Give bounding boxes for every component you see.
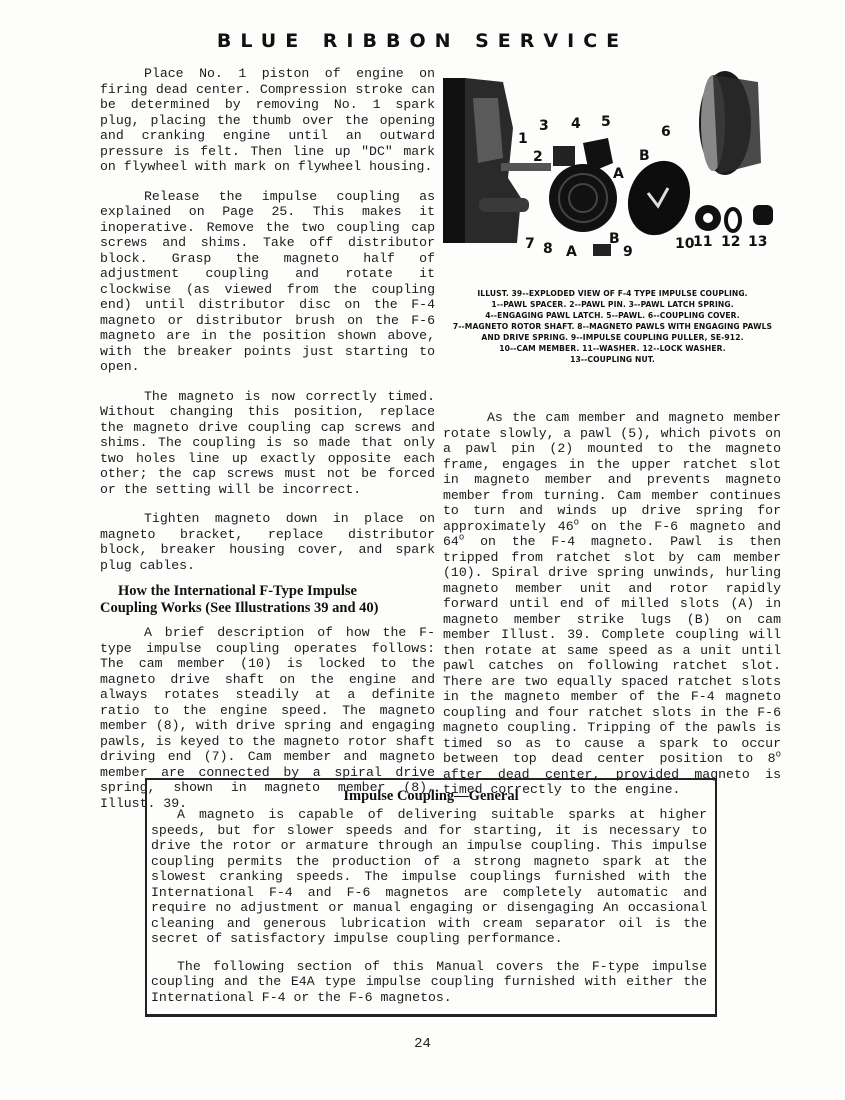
exploded-view-image [443, 68, 781, 258]
rotor-shaft-7 [479, 198, 529, 212]
paragraph-text: The following section of this Manual covers the F-type impulse coupling and the E4A type impulse coupling furnished with either the International F-4 or the F-6 magnetos. [151, 958, 707, 1005]
subheading-line-2: Coupling Works (See Illustrations 39 and 40) [100, 600, 379, 616]
label-7: 7 [525, 236, 535, 252]
magneto-housing-edge [443, 78, 465, 243]
cam-member-10 [618, 152, 700, 244]
box-body [147, 807, 715, 1005]
label-3: 3 [539, 118, 549, 134]
label-a-top: A [613, 166, 624, 182]
pawl-pin-2 [501, 163, 551, 171]
illustration-39 [443, 68, 781, 258]
paragraph-magneto-capable [151, 807, 707, 947]
label-a-bottom: A [566, 244, 577, 258]
paragraph-text: A magneto is capable of delivering suitable sparks at higher speeds, but for slower speeds and for starting, it is necessary to drive the rotor or armature through an impulse coupling. This impulse coupling permits the production of a strong magneto spark at the slowest cranking speeds. The impulse couplings furnished with the International F-4 and F-6 magnetos are completely automatic and require no adjustment or manual engaging or disengaging An occasional cleaning and generous lubrication with cream separator oil is the secret of satisfactory impulse coupling performance. [151, 807, 707, 946]
label-13: 13 [748, 234, 768, 250]
paragraph-text: after dead center, provided magneto is timed correctly to the engine. [443, 766, 781, 797]
box-title: Impulse Coupling—General [343, 788, 519, 804]
label-b-top: B [639, 148, 650, 164]
page-number: 24 [414, 1036, 431, 1052]
caption-line: ILLUST. 39--EXPLODED VIEW OF F-4 TYPE IMPULSE COUPLING. [477, 289, 748, 298]
label-4: 4 [571, 116, 581, 132]
paragraph-correctly-timed [100, 389, 435, 498]
degree-symbol: o [458, 532, 465, 543]
paragraph-text: Place No. 1 piston of engine on firing dead center. Compression stroke can be determined by removing No. 1 spark plug, placing the thumb over the opening and cranking engine until an outward pressure is felt. Then line up "DC" mark on flywheel with mark on flywheel housing. [100, 66, 435, 174]
label-5: 5 [601, 114, 611, 130]
paragraph-following-section [151, 959, 707, 1006]
caption-line: 10--CAM MEMBER. 11--WASHER. 12--LOCK WASHER. [499, 344, 726, 353]
paragraph-tighten-magneto [100, 511, 435, 573]
paragraph-text: A brief description of how the F-type impulse coupling operates follows: The cam member (10) is locked to the magneto drive shaft on the engine and always rotates steadily at a definite ratio to the engine speed. The magneto member (8), with drive spring and engaging pawls, is keyed to the magneto rotor shaft driving end (7). Cam member and magneto member are connected by a spiral drive spring, shown in magneto member (8), Illust. 39. [100, 625, 435, 811]
paragraph-text: on the F-4 magneto. Pawl is then tripped from ratchet slot by cam member (10). Spiral drive spring unwinds, hurling magneto member unit and rotor rapidly forward until end of milled slots (A) in magneto member strike lugs (B) on cam member Illust. 39. Complete coupling will then rotate at same speed as a unit until pawl catches on following ratchet slot. There are two equally spaced ratchet slots in the magneto member of the F-4 magneto coupling and four ratchet slots in the F-6 magneto coupling. Tripping of the pawls is timed so as to cause a spark to occur between top dead center position to 8 [443, 534, 781, 766]
lock-washer-12 [726, 209, 740, 231]
label-10: 10 [675, 236, 695, 252]
caption-line: 4--ENGAGING PAWL LATCH. 5--PAWL. 6--COUPLING COVER. [485, 311, 740, 320]
label-8: 8 [543, 241, 553, 257]
label-9: 9 [623, 244, 633, 258]
impulse-coupling-general-box [145, 778, 717, 1017]
label-11: 11 [693, 234, 713, 250]
caption-line: 13--COUPLING NUT. [570, 355, 655, 364]
section-subheading [100, 583, 435, 617]
paragraph-text: on the F-6 magneto and 64 [443, 518, 781, 549]
paragraph-piston-timing [100, 66, 435, 175]
pawl-latch [553, 146, 575, 166]
label-6: 6 [661, 124, 671, 140]
label-b-bottom: B [609, 231, 620, 247]
paragraph-text: The magneto is now correctly timed. Without changing this position, replace the magneto drive coupling cap screws and shims. The coupling is so made that only two holes line up exactly opposite each other; the cap screws must not be forced or the setting will be incorrect. [100, 388, 435, 497]
paragraph-text: Tighten magneto down in place on magneto bracket, replace distributor block, breaker housing cover, and spark plug cables. [100, 511, 435, 573]
right-column [443, 410, 781, 812]
left-column [100, 66, 435, 825]
caption-line: AND DRIVE SPRING. 9--IMPULSE COUPLING PULLER, SE-912. [481, 333, 744, 342]
label-1: 1 [518, 131, 528, 147]
paragraph-release-coupling [100, 189, 435, 375]
coupling-nut-13 [753, 205, 773, 225]
caption-line: 7--MAGNETO ROTOR SHAFT. 8--MAGNETO PAWLS WITH ENGAGING PAWLS [452, 322, 773, 331]
subheading-line-1: How the International F-Type Impulse [118, 583, 357, 599]
paragraph-text: Release the impulse coupling as explained on Page 25. This makes it inoperative. Remove the two coupling cap screws and shims. Take off distributor block. Grasp the magneto half of adjustment coupling and rotate it clockwise (as viewed from the coupling end) until distributor disc on the F-4 magneto or distributor brush on the F-6 magneto are in the position shown above, with the breaker points just starting to open. [100, 188, 435, 374]
label-12: 12 [721, 234, 741, 250]
caption-line: 1--PAWL SPACER. 2--PAWL PIN. 3--PAWL LATCH SPRING. [491, 300, 734, 309]
page-header: BLUE RIBBON SERVICE [216, 30, 629, 52]
label-2: 2 [533, 149, 543, 165]
paragraph-cam-member-rotation [443, 410, 781, 798]
figure-caption [440, 288, 785, 365]
paragraph-text: As the cam member and magneto member rotate slowly, a pawl (5), which pivots on a pawl pin (2) mounted to the magneto frame, engages in the upper ratchet slot in magneto member and prevents magneto member from turning. Cam member continues to turn and winds up drive spring for approximately 46 [443, 410, 781, 534]
degree-symbol: o [775, 749, 781, 760]
degree-symbol: o [573, 517, 580, 528]
